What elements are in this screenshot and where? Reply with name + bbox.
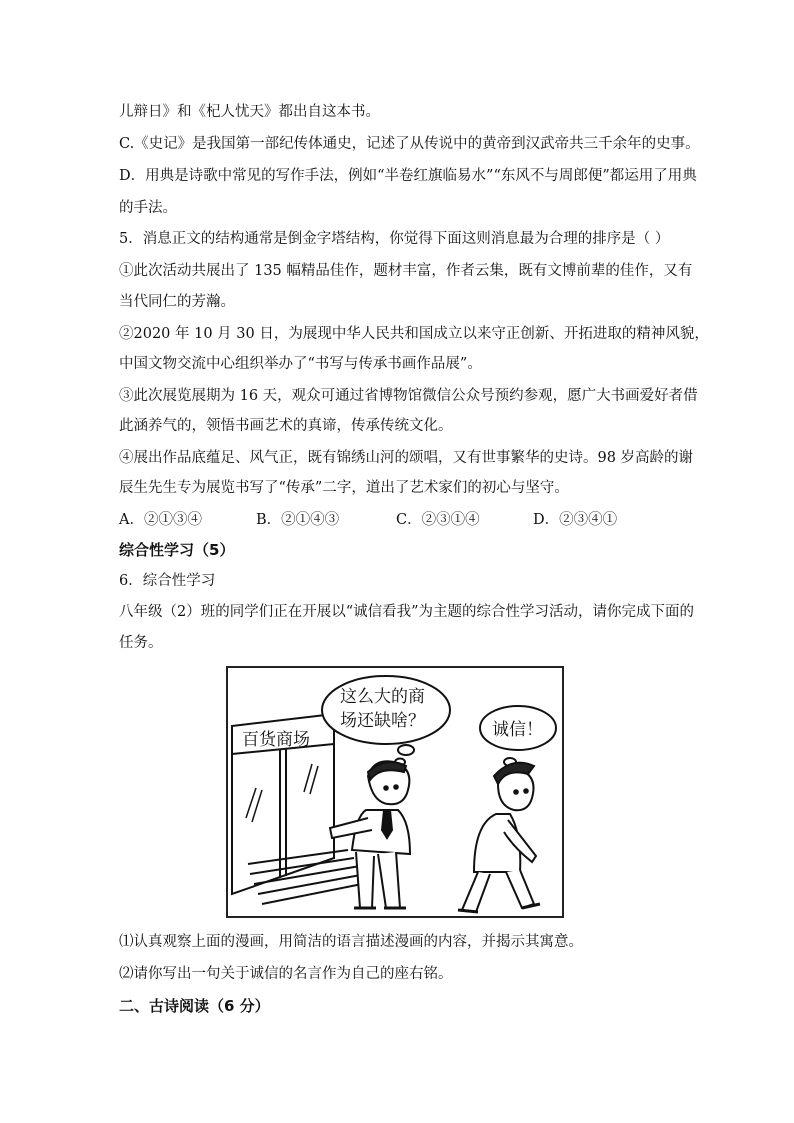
- option-b[interactable]: B．②①④③: [256, 512, 340, 528]
- answer-options: [119, 508, 679, 528]
- option-d[interactable]: D．②③④①: [533, 512, 618, 528]
- bubble-text-short: 诚信！: [492, 720, 543, 740]
- text-line: 辰生先生专为展览书写了“传承”二字，道出了艺术家们的初心与坚守。: [119, 480, 569, 496]
- text-line: 任务。: [119, 635, 163, 651]
- pointing-man: [330, 761, 410, 908]
- option-d-statement: D．用典是诗歌中常见的写作手法，例如“半卷红旗临易水”“东风不与周郎便”都运用了用典: [119, 168, 697, 184]
- bubble-text-line-1: 这么大的商: [340, 687, 425, 707]
- walking-man: [458, 763, 540, 912]
- cartoon-image: [226, 666, 564, 918]
- text-line: 中国文物交流中心组织举办了“书写与传承书画作品展”。: [119, 356, 482, 372]
- text-line: 当代同仁的芳瀚。: [119, 294, 235, 310]
- option-a[interactable]: A．②①③④: [119, 512, 202, 528]
- sub-question-1: ⑴认真观察上面的漫画，用简洁的语言描述漫画的内容，并揭示其寓意。: [119, 934, 583, 950]
- option-c-statement: C.《史记》是我国第一部纪传体通史，记述了从传说中的黄帝到汉武帝共三千余年的史事。: [119, 136, 700, 152]
- question-5: 5．消息正文的结构通常是倒金字塔结构，你觉得下面这则消息最为合理的排序是（ ）: [119, 231, 670, 247]
- sentence-2: ②2020 年 10 月 30 日，为展现中华人民共和国成立以来守正创新、开拓进取的精神风貌，: [119, 326, 709, 342]
- sentence-3: ③此次展览展期为 16 天，观众可通过省博物馆微信公众号预约参观，愿广大书画爱好者借: [119, 388, 698, 404]
- task-intro: 八年级（2）班的同学们正在开展以“诚信看我”为主题的综合性学习活动，请你完成下面的: [119, 604, 695, 620]
- text-line: 此涵养气的，领悟书画艺术的真谛，传承传统文化。: [119, 418, 453, 434]
- bubble-text-line-2: 场还缺啥？: [340, 711, 425, 731]
- section-heading: 二、古诗阅读（6 分）: [119, 997, 270, 1015]
- section-heading: 综合性学习（5）: [119, 541, 235, 559]
- sub-question-2: ⑵请你写出一句关于诚信的名言作为自己的座右铭。: [119, 966, 453, 982]
- text-line: 儿辩日》和《杞人忧天》都出自这本书。: [119, 104, 380, 120]
- question-6: 6．综合性学习: [119, 573, 216, 589]
- sentence-1: ①此次活动共展出了 135 幅精品佳作，题材丰富，作者云集，既有文博前辈的佳作，又有: [119, 263, 693, 279]
- text-line: 的手法。: [119, 200, 177, 216]
- sentence-4: ④展出作品底蕴足、风气正，既有锦绣山河的颂唱，又有世事繁华的史诗。98 岁高龄的谢: [119, 450, 694, 466]
- option-c[interactable]: C．②③①④: [396, 512, 480, 528]
- store-sign: 百货商场: [242, 730, 310, 750]
